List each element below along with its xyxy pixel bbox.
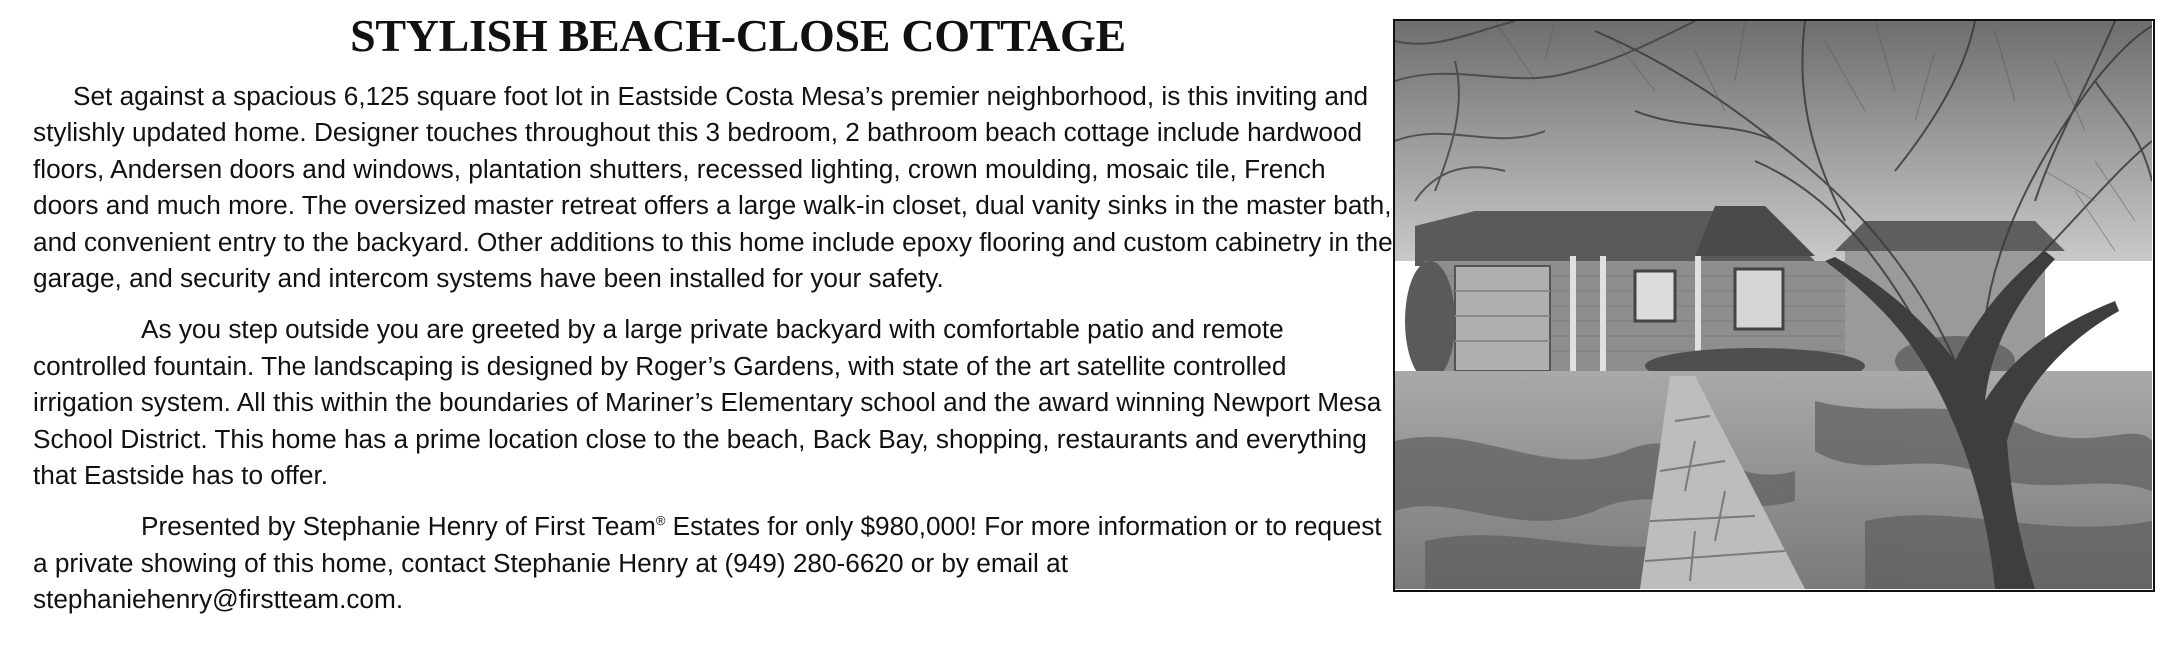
registered-mark: ® [655,513,666,529]
house-photo [1393,19,2155,592]
contact-text-before: Presented by Stephanie Henry of First Team [141,511,656,542]
contact-paragraph [33,508,1393,617]
garage-door [1455,266,1550,371]
side-window [1735,269,1783,329]
front-window [1635,271,1675,321]
contact-text-after: Estates for only $980,000! For more information or to request a private showing of this home, contact Stephanie Henry at (949) 280-6620 or by email at stephaniehenry@firstteam.com. [33,511,1382,615]
description-paragraph-2: As you step outside you are greeted by a large private backyard with comfortable patio and remote controlled fountain. The landscaping is designed by Roger’s Gardens, with state of the art satellite controlled irrigation system. All this within the boundaries of Mariner’s Elementary school and the award winning Newport Mesa School District. This home has a prime location close to the beach, Back Bay, shopping, restaurants and everything that Eastside has to offer. [33,314,1382,491]
listing-title: STYLISH BEACH-CLOSE COTTAGE [350,10,1126,61]
listing-text-column [33,0,1393,618]
description-paragraph-1: Set against a spacious 6,125 square foot lot in Eastside Costa Mesa’s premier neighborhood, is this inviting and stylishly updated home. Designer touches throughout this 3 bedroom, 2 bathroom beach cottage include hardwood floors, Andersen doors and windows, plantation shutters, recessed lighting, crown moulding, mosaic tile, French doors and much more. The oversized master retreat offers a large walk-in closet, dual vanity sinks in the master bath, and convenient entry to the backyard. Other additions to this home include epoxy flooring and custom cabinetry in the garage, and security and intercom systems have been installed for your safety. [33,81,1393,294]
